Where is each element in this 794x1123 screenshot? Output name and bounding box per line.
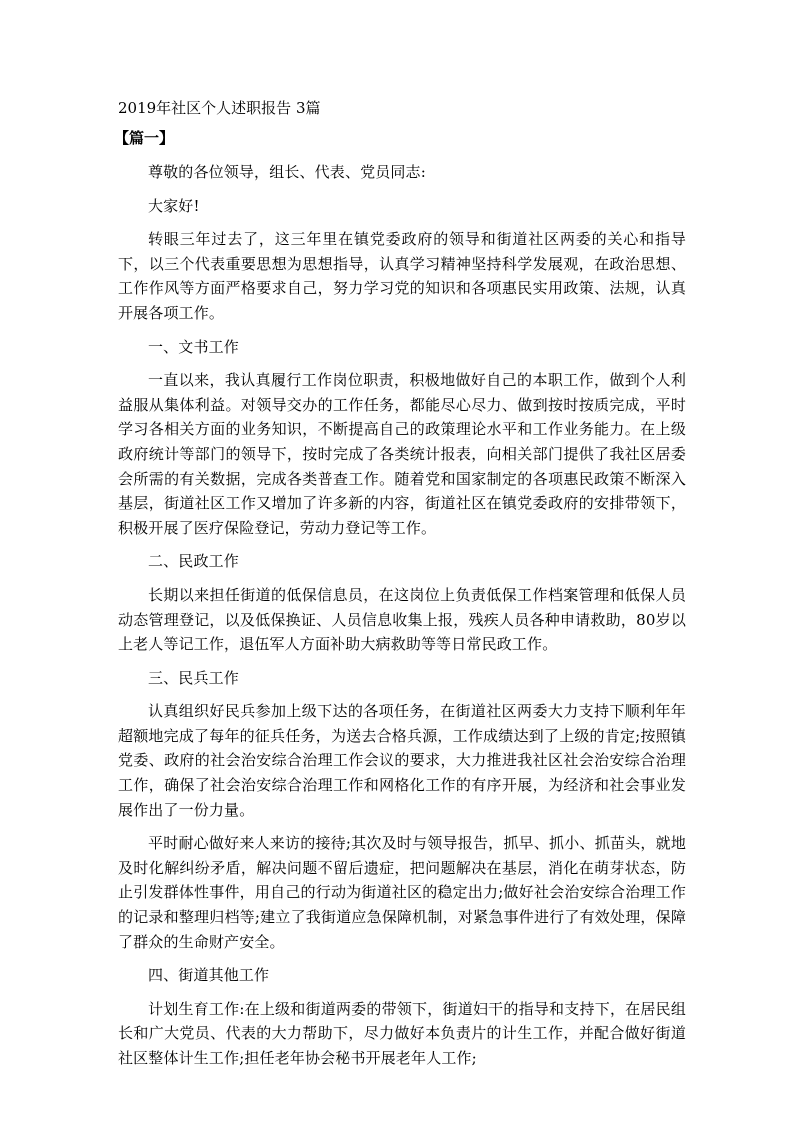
reception-work-paragraph: 平时耐心做好来人来访的接待;其次及时与领导报告，抓早、抓小、抓苗头，就地及时化解纠纷矛盾，解决问题不留后遗症，把问题解决在基层，消化在萌芽状态，防止引发群体性事件，用自己的行动为街道社区的稳定出力;做好社会治安综合治理工作的记录和整理归档等;建立了我街道应急保障机制，对紧急事件进行了有效处理，保障了群众的生命财产安全。 <box>118 834 686 951</box>
subheading-civil-affairs: 二、民政工作 <box>148 552 239 571</box>
document-title: 2019年社区个人述职报告 3篇 <box>118 99 321 117</box>
intro-paragraph: 转眼三年过去了，这三年里在镇党委政府的领导和街道社区两委的关心和指导下，以三个代表重要思想为思想指导，认真学习精神坚持科学发展观，在政治思想、工作作风等方面严格要求自己，努力学习党的知识和各项惠民实用政策、法规，认真开展各项工作。 <box>118 230 686 322</box>
document-page <box>114 96 686 1080</box>
family-planning-paragraph: 计划生育工作:在上级和街道两委的带领下，街道妇干的指导和支持下，在居民组长和广大党员、代表的大力帮助下，尽力做好本负责片的计生工作，并配合做好街道社区整体计生工作;担任老年协会秘书开展老年人工作; <box>118 999 686 1067</box>
subheading-militia-work: 三、民兵工作 <box>148 668 239 687</box>
civil-affairs-paragraph: 长期以来担任街道的低保信息员，在这岗位上负责低保工作档案管理和低保人员动态管理登记，以及低保换证、人员信息收集上报，残疾人员各种申请救助，80岁以上老人等记工作，退伍军人方面补助大病救助等等日常民政工作。 <box>118 585 686 654</box>
section-heading: 【篇一】 <box>114 129 175 147</box>
subheading-other-work: 四、街道其他工作 <box>148 966 270 985</box>
salutation: 尊敬的各位领导，组长、代表、党员同志: <box>148 163 426 181</box>
subheading-clerical-work: 一、文书工作 <box>148 337 239 356</box>
clerical-work-paragraph: 一直以来，我认真履行工作岗位职责，积极地做好自己的本职工作，做到个人利益服从集体利益。对领导交办的工作任务，都能尽心尽力、做到按时按质完成，平时学习各相关方面的业务知识，不断提高自己的政策理论水平和工作业务能力。在上级政府统计等部门的领导下，按时完成了各类统计报表，向相关部门提供了我社区居委会所需的有关数据，完成各类普查工作。随着党和国家制定的各项惠民政策不断深入基层，街道社区工作又增加了许多新的内容，街道社区在镇党委政府的安排带领下，积极开展了医疗保险登记，劳动力登记等工作。 <box>118 371 686 537</box>
militia-work-paragraph: 认真组织好民兵参加上级下达的各项任务，在街道社区两委大力支持下顺利年年超额地完成了每年的征兵任务，为送去合格兵源，工作成绩达到了上级的肯定;按照镇党委、政府的社会治安综合治理工作会议的要求，大力推进我社区社会治安综合治理工作，确保了社会治安综合治理工作和网格化工作的有序开展，为经济和社会事业发展作出了一份力量。 <box>118 702 686 819</box>
greeting: 大家好! <box>148 196 200 215</box>
